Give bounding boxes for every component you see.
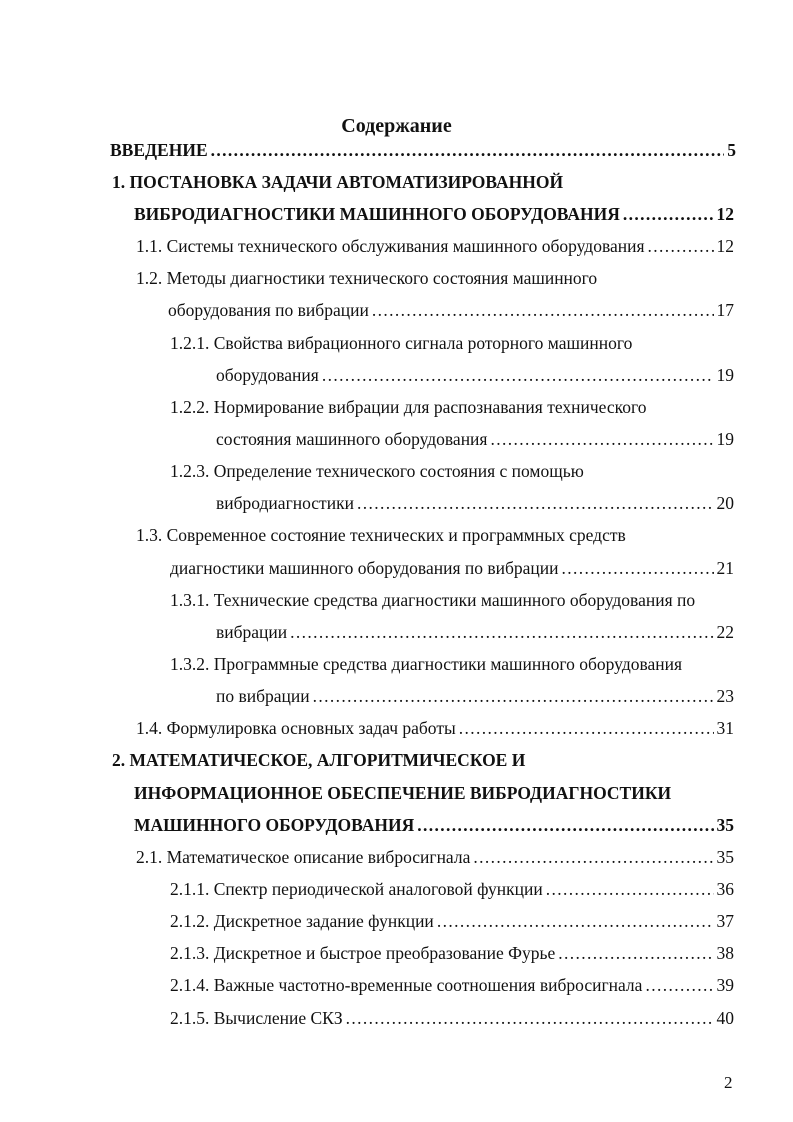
toc-entry xyxy=(170,1006,734,1030)
toc-entry-text: 1.3.2. Программные средства диагностики машинного оборудования xyxy=(170,654,683,674)
dot-leader xyxy=(357,491,714,515)
dot-leader xyxy=(322,363,714,387)
toc-entry-page: 38 xyxy=(716,943,734,963)
toc-entry-text: ВИБРОДИАГНОСТИКИ МАШИННОГО ОБОРУДОВАНИЯ xyxy=(134,204,620,224)
dot-leader xyxy=(417,813,713,837)
toc-entry xyxy=(170,556,734,580)
toc-entry xyxy=(136,845,734,869)
toc-entry-page: 12 xyxy=(716,204,734,224)
toc-entry-page: 21 xyxy=(716,558,734,578)
toc-entry xyxy=(170,973,734,997)
toc-entry xyxy=(216,427,734,451)
toc-entry xyxy=(216,491,734,515)
toc-entry-text: вибродиагностики xyxy=(216,493,354,513)
toc-entry xyxy=(134,781,734,805)
toc-entry-text: МАШИННОГО ОБОРУДОВАНИЯ xyxy=(134,815,415,835)
toc-entry-page: 22 xyxy=(716,622,734,642)
toc-entry xyxy=(170,395,734,419)
dot-leader xyxy=(648,234,714,258)
toc-entry-text: по вибрации xyxy=(216,686,310,706)
dot-leader xyxy=(558,941,713,965)
toc-entry-text: ВВЕДЕНИЕ xyxy=(110,140,208,160)
toc-entry xyxy=(170,331,734,355)
toc-entry xyxy=(170,459,734,483)
toc-entry xyxy=(170,652,734,676)
dot-leader xyxy=(346,1006,714,1030)
toc-entry-text: 2.1.2. Дискретное задание функции xyxy=(170,911,434,931)
toc-entry-text: 1.2.1. Свойства вибрационного сигнала роторного машинного xyxy=(170,333,633,353)
dot-leader xyxy=(211,138,725,162)
toc-entry xyxy=(134,202,734,226)
toc-entry-text: 1.1. Системы технического обслуживания машинного оборудования xyxy=(136,236,645,256)
toc-entry-text: 2.1. Математическое описание вибросигнала xyxy=(136,847,471,867)
page-title: Содержание xyxy=(341,115,452,137)
toc-entry-text: состояния машинного оборудования xyxy=(216,429,488,449)
dot-leader xyxy=(645,973,713,997)
toc-entry-page: 17 xyxy=(716,300,734,320)
toc-entry-page: 39 xyxy=(716,975,734,995)
page-number: 2 xyxy=(724,1073,733,1092)
dot-leader xyxy=(290,620,713,644)
toc-entry xyxy=(216,684,734,708)
toc-entry-page: 35 xyxy=(716,847,734,867)
toc-entry-page: 19 xyxy=(716,365,734,385)
toc-entry-text: вибрации xyxy=(216,622,288,642)
dot-leader xyxy=(437,909,714,933)
dot-leader xyxy=(623,202,714,226)
toc-entry-page: 19 xyxy=(716,429,734,449)
toc-entry xyxy=(134,813,734,837)
toc-entry-text: 2.1.4. Важные частотно-временные соотношения вибросигнала xyxy=(170,975,643,995)
dot-leader xyxy=(473,845,713,869)
toc-entry-page: 20 xyxy=(716,493,734,513)
dot-leader xyxy=(313,684,714,708)
toc-entry-page: 5 xyxy=(727,140,736,160)
toc-entry-page: 37 xyxy=(716,911,734,931)
toc-entry-text: 2.1.3. Дискретное и быстрое преобразование Фурье xyxy=(170,943,556,963)
toc-entry-page: 40 xyxy=(716,1008,734,1028)
toc-entry-text: оборудования по вибрации xyxy=(168,300,369,320)
toc-entry-page: 35 xyxy=(716,815,734,835)
toc-entry xyxy=(216,620,734,644)
toc-entry-page: 12 xyxy=(716,236,734,256)
toc-entry-text: 2. МАТЕМАТИЧЕСКОЕ, АЛГОРИТМИЧЕСКОЕ И xyxy=(112,750,526,770)
toc-entry-text: 2.1.5. Вычисление СКЗ xyxy=(170,1008,343,1028)
toc-entry-text: 1.2.2. Нормирование вибрации для распознавания технического xyxy=(170,397,647,417)
dot-leader xyxy=(562,556,714,580)
toc-entry-text: 1.2.3. Определение технического состояния с помощью xyxy=(170,461,584,481)
toc-entry-text: диагностики машинного оборудования по вибрации xyxy=(170,558,559,578)
dot-leader xyxy=(546,877,714,901)
toc-entry xyxy=(170,909,734,933)
toc-entry xyxy=(216,363,734,387)
toc-entry-text: 1.2. Методы диагностики технического состояния машинного xyxy=(136,268,598,288)
toc-entry-text: оборудования xyxy=(216,365,319,385)
toc-entry xyxy=(170,588,736,612)
dot-leader xyxy=(459,716,714,740)
toc-entry-page: 31 xyxy=(716,718,734,738)
toc-entry-text: 1. ПОСТАНОВКА ЗАДАЧИ АВТОМАТИЗИРОВАННОЙ xyxy=(112,172,564,192)
toc-entry xyxy=(136,523,734,547)
toc-entry-text: ИНФОРМАЦИОННОЕ ОБЕСПЕЧЕНИЕ ВИБРОДИАГНОСТИКИ xyxy=(134,783,672,803)
toc-entry-page: 23 xyxy=(716,686,734,706)
dot-leader xyxy=(490,427,713,451)
toc-entry-text: 1.3. Современное состояние технических и программных средств xyxy=(136,525,626,545)
toc-entry xyxy=(170,877,734,901)
toc-entry xyxy=(136,266,734,290)
toc-entry xyxy=(136,234,734,258)
toc-entry xyxy=(110,138,736,162)
toc-entry-text: 2.1.1. Спектр периодической аналоговой функции xyxy=(170,879,543,899)
toc-entry-text: 1.4. Формулировка основных задач работы xyxy=(136,718,456,738)
toc-entry-page: 36 xyxy=(716,879,734,899)
toc-entry xyxy=(136,716,734,740)
toc-entry xyxy=(112,170,736,194)
toc-entry xyxy=(112,748,736,772)
dot-leader xyxy=(372,298,714,322)
toc-entry xyxy=(170,941,734,965)
toc-entry-text: 1.3.1. Технические средства диагностики машинного оборудования по xyxy=(170,590,696,610)
toc-entry xyxy=(168,298,734,322)
